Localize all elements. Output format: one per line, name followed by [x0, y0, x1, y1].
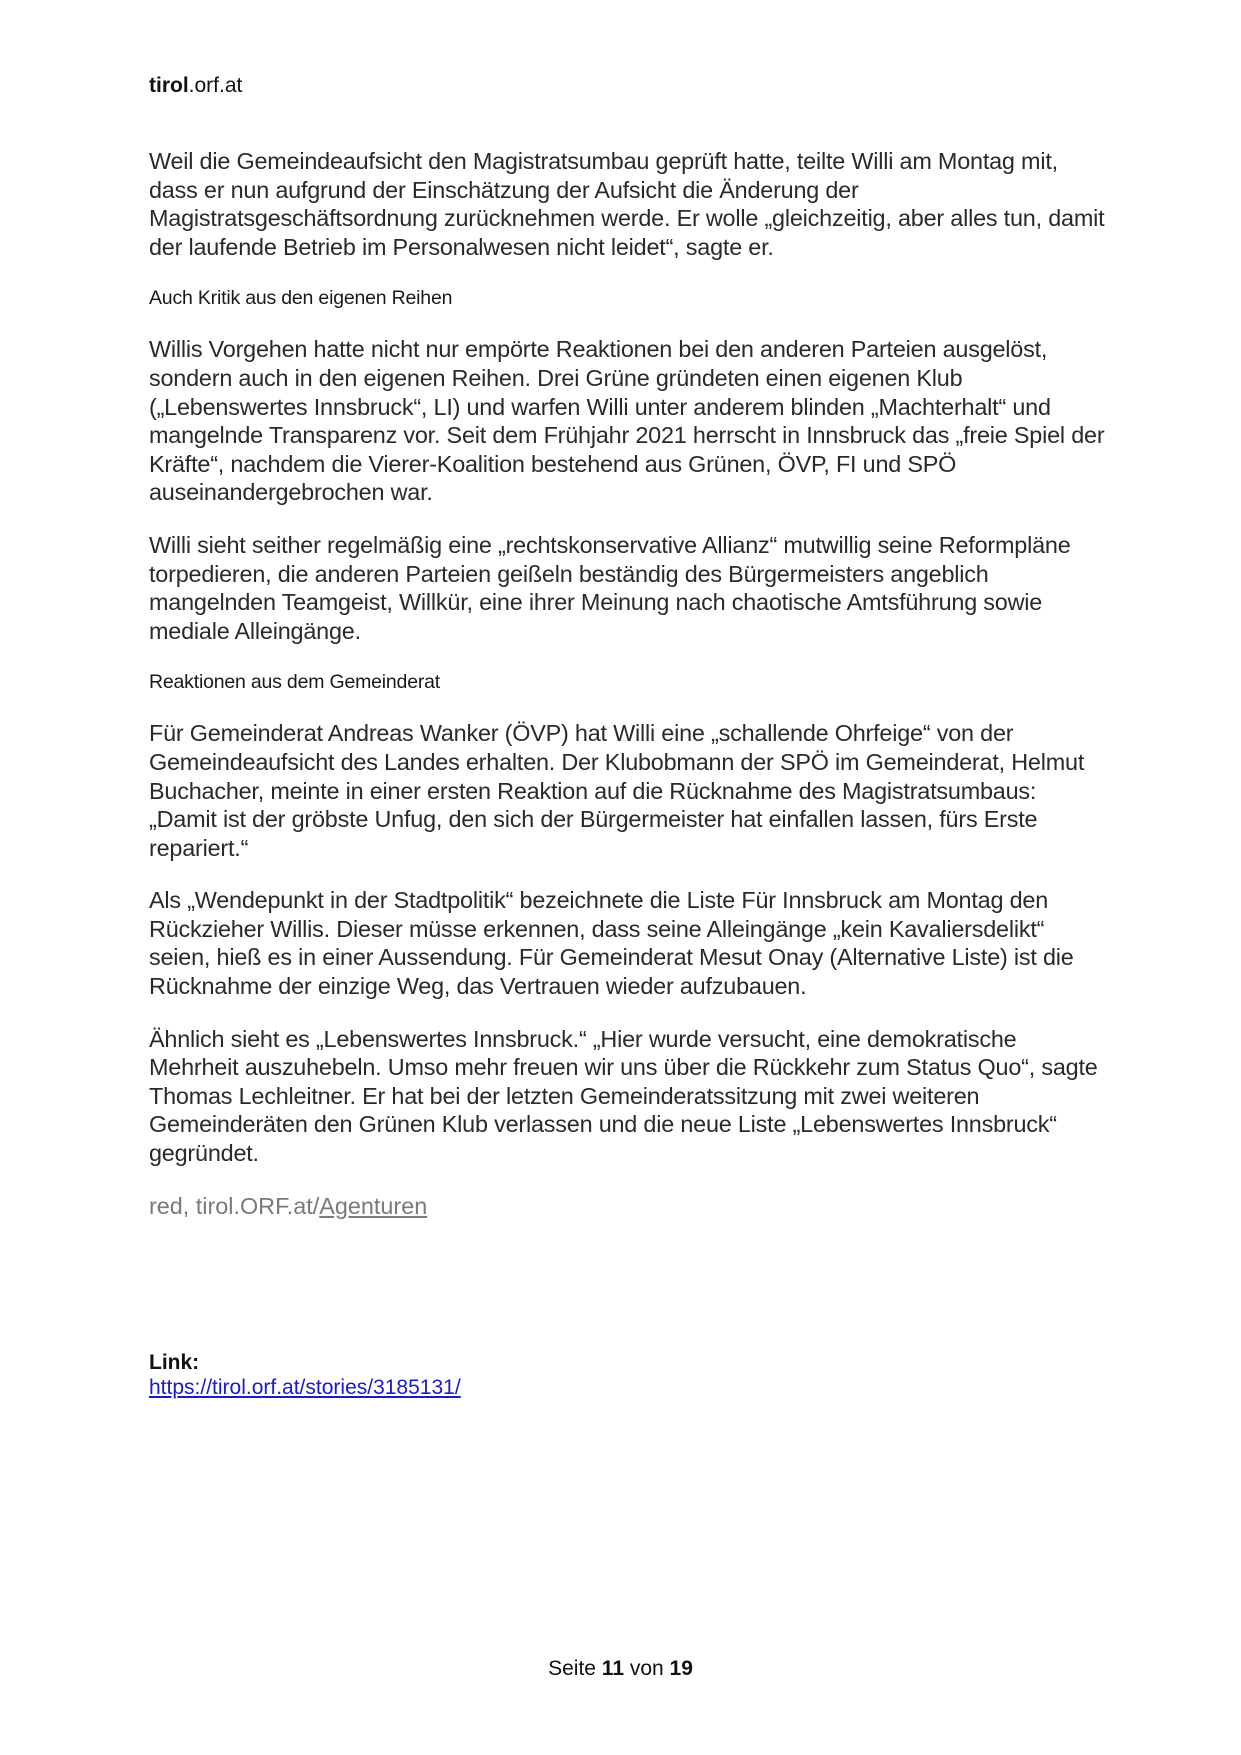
article-paragraph: Willis Vorgehen hatte nicht nur empörte Reaktionen bei den anderen Parteien ausgelöst, sondern auch in den eigenen Reihen. Drei Grüne gründeten einen eigenen Klub („Lebenswertes Innsbruck“, LI) und warfen Willi unter anderem blinden „Machterhalt“ und mangelnde Transparenz vor. Seit dem Frühjahr 2021 herrscht in Innsbruck das „freie Spiel der Kräfte“, nachdem die Vierer-Koalition bestehend aus Grünen, ÖVP, FI und SPÖ auseinandergebrochen war. [149, 336, 1105, 506]
subheading: Reaktionen aus dem Gemeinderat [149, 671, 441, 694]
article-paragraph: Ähnlich sieht es „Lebenswertes Innsbruck.“ „Hier wurde versucht, eine demokratische Mehrheit auszuhebeln. Umso mehr freuen wir uns über die Rückkehr zum Status Quo“, sagte Thomas Lechleitner. Er hat bei der letzten Gemeinderatssitzung mit zwei weiteren Gemeinderäten den Grünen Klub verlassen und die neue Liste „Lebenswertes Innsbruck“ gegründet. [149, 1025, 1098, 1167]
article-paragraph: Als „Wendepunkt in der Stadtpolitik“ bezeichnete die Liste Für Innsbruck am Montag den Rückzieher Willis. Dieser müsse erkennen, dass seine Alleingänge „kein Kavaliersdelikt“ seien, hieß es in einer Aussendung. Für Gemeinderat Mesut Onay (Alternative Liste) ist die Rücknahme der einzige Weg, das Vertrauen wieder aufzubauen. [149, 887, 1074, 1000]
source-prefix: red, tirol.ORF.at/ [149, 1192, 320, 1219]
page-prefix: Seite [548, 1657, 602, 1680]
site-name-rest: .orf.at [188, 74, 243, 97]
page-footer [0, 1657, 1241, 1681]
article-paragraph: Für Gemeinderat Andreas Wanker (ÖVP) hat Willi eine „schallende Ohrfeige“ von der Gemeindeaufsicht des Landes erhalten. Der Klubobmann der SPÖ im Gemeinderat, Helmut Buchacher, meinte in einer ersten Reaktion auf die Rücknahme des Magistratsumbaus: „Damit ist der gröbste Unfug, den sich der Bürgermeister hat einfallen lassen, fürs Erste repariert.“ [149, 720, 1085, 861]
article-paragraph: Weil die Gemeindeaufsicht den Magistratsumbau geprüft hatte, teilte Willi am Montag mit, dass er nun aufgrund der Einschätzung der Aufsicht die Änderung der Magistratsgeschäftsordnung zurücknehmen werde. Er wolle „gleichzeitig, aber alles tun, damit der laufende Betrieb im Personalwesen nicht leidet“, sagte er. [149, 148, 1105, 260]
article-paragraph: Willi sieht seither regelmäßig eine „rechtskonservative Allianz“ mutwillig seine Reformpläne torpedieren, die anderen Parteien geißeln beständig des Bürgermeisters angeblich mangelnden Teamgeist, Willkür, eine ihrer Meinung nach chaotische Amtsführung sowie mediale Alleingänge. [149, 531, 1071, 644]
article-body [149, 147, 1109, 1220]
subheading: Auch Kritik aus den eigenen Reihen [149, 287, 453, 310]
total-pages-number: 19 [669, 1657, 693, 1680]
story-url-link[interactable]: https://tirol.orf.at/stories/3185131/ [149, 1376, 461, 1399]
source-credit [149, 1192, 1109, 1220]
link-label: Link: [149, 1351, 200, 1374]
site-name-bold: tirol [149, 74, 189, 97]
source-agenturen-link[interactable]: Agenturen [319, 1192, 428, 1219]
current-page-number: 11 [601, 1657, 624, 1680]
site-header [149, 74, 242, 98]
page-middle: von [624, 1657, 670, 1680]
link-block [149, 1350, 461, 1400]
